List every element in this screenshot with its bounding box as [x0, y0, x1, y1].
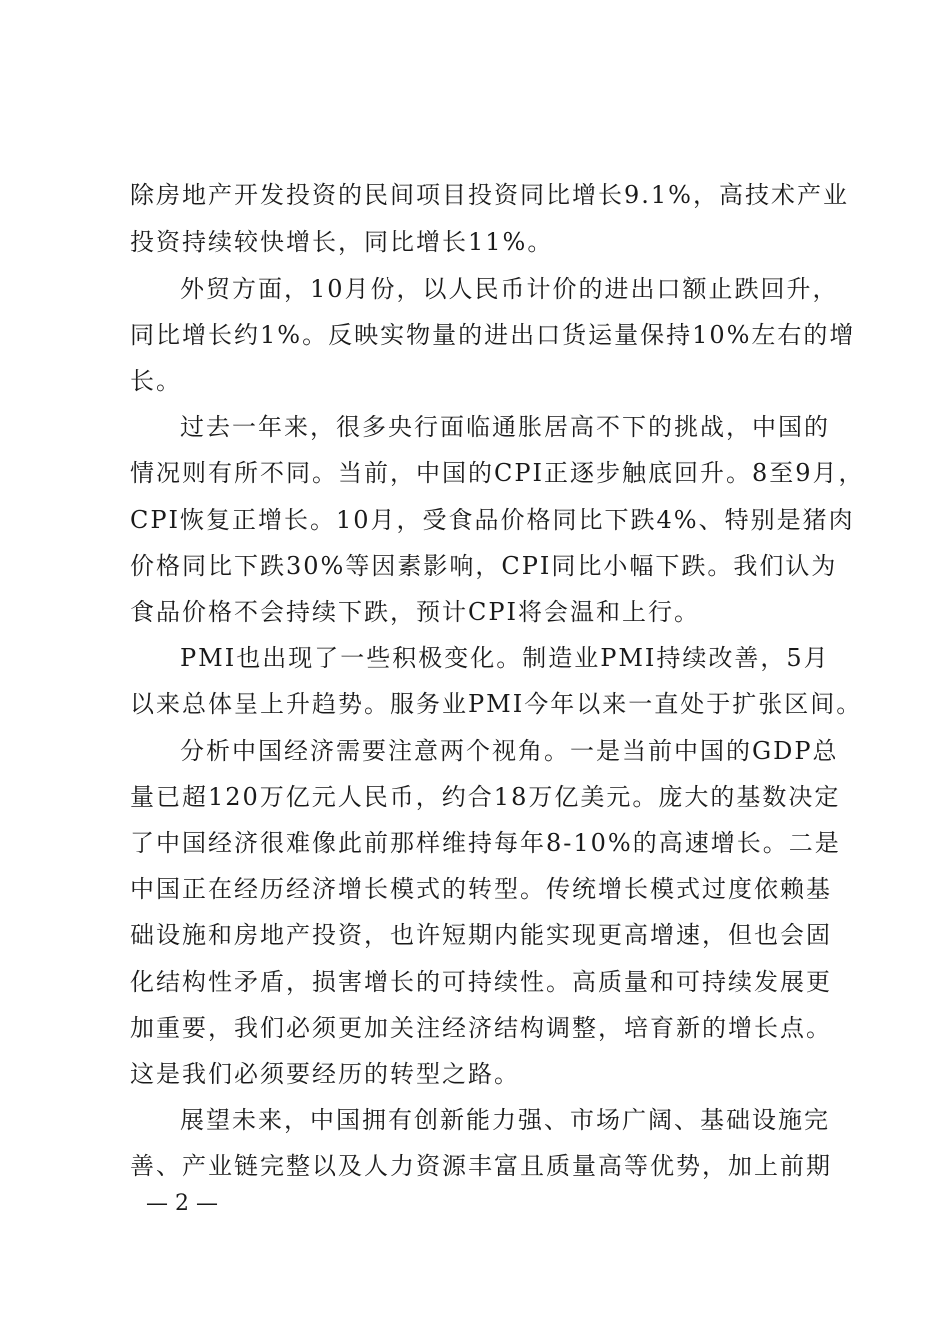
paragraph-start-line: 展望未来，中国拥有创新能力强、市场广阔、基础设施完	[180, 1106, 830, 1134]
text-line: 同比增长约1%。反映实物量的进出口货运量保持10%左右的增	[130, 321, 856, 349]
text-line: 加重要，我们必须更加关注经济结构调整，培育新的增长点。	[130, 1014, 832, 1042]
text-line: 长。	[130, 367, 182, 395]
text-line: 善、产业链完整以及人力资源丰富且质量高等优势，加上前期	[130, 1152, 832, 1180]
text-line: 中国正在经历经济增长模式的转型。传统增长模式过度依赖基	[130, 875, 832, 903]
paragraph-start-line: 过去一年来，很多央行面临通胀居高不下的挑战，中国的	[180, 413, 830, 441]
text-line: 食品价格不会持续下跌，预计CPI将会温和上行。	[130, 598, 700, 626]
text-line: 础设施和房地产投资，也许短期内能实现更高增速，但也会固	[130, 921, 832, 949]
paragraph-start-line: 分析中国经济需要注意两个视角。一是当前中国的GDP总	[180, 737, 839, 765]
paragraph-start-line: 外贸方面，10月份，以人民币计价的进出口额止跌回升，	[180, 275, 839, 303]
page-number: — 2 —	[146, 1191, 218, 1216]
text-line: CPI恢复正增长。10月，受食品价格同比下跌4%、特别是猪肉	[130, 506, 855, 534]
text-line: 量已超120万亿元人民币，约合18万亿美元。庞大的基数决定	[130, 783, 841, 811]
text-line: 以来总体呈上升趋势。服务业PMI今年以来一直处于扩张区间。	[130, 690, 863, 718]
text-line: 投资持续较快增长，同比增长11%。	[130, 228, 554, 256]
text-line: 了中国经济很难像此前那样维持每年8-10%的高速增长。二是	[130, 829, 841, 857]
text-line: 价格同比下跌30%等因素影响，CPI同比小幅下跌。我们认为	[130, 552, 838, 580]
text-line: 情况则有所不同。当前，中国的CPI正逐步触底回升。8至9月，	[130, 459, 865, 487]
paragraph-start-line: PMI也出现了一些积极变化。制造业PMI持续改善，5月	[180, 644, 830, 672]
text-line: 这是我们必须要经历的转型之路。	[130, 1060, 520, 1088]
text-line: 除房地产开发投资的民间项目投资同比增长9.1%，高技术产业	[130, 181, 849, 209]
text-line: 化结构性矛盾，损害增长的可持续性。高质量和可持续发展更	[130, 968, 832, 996]
